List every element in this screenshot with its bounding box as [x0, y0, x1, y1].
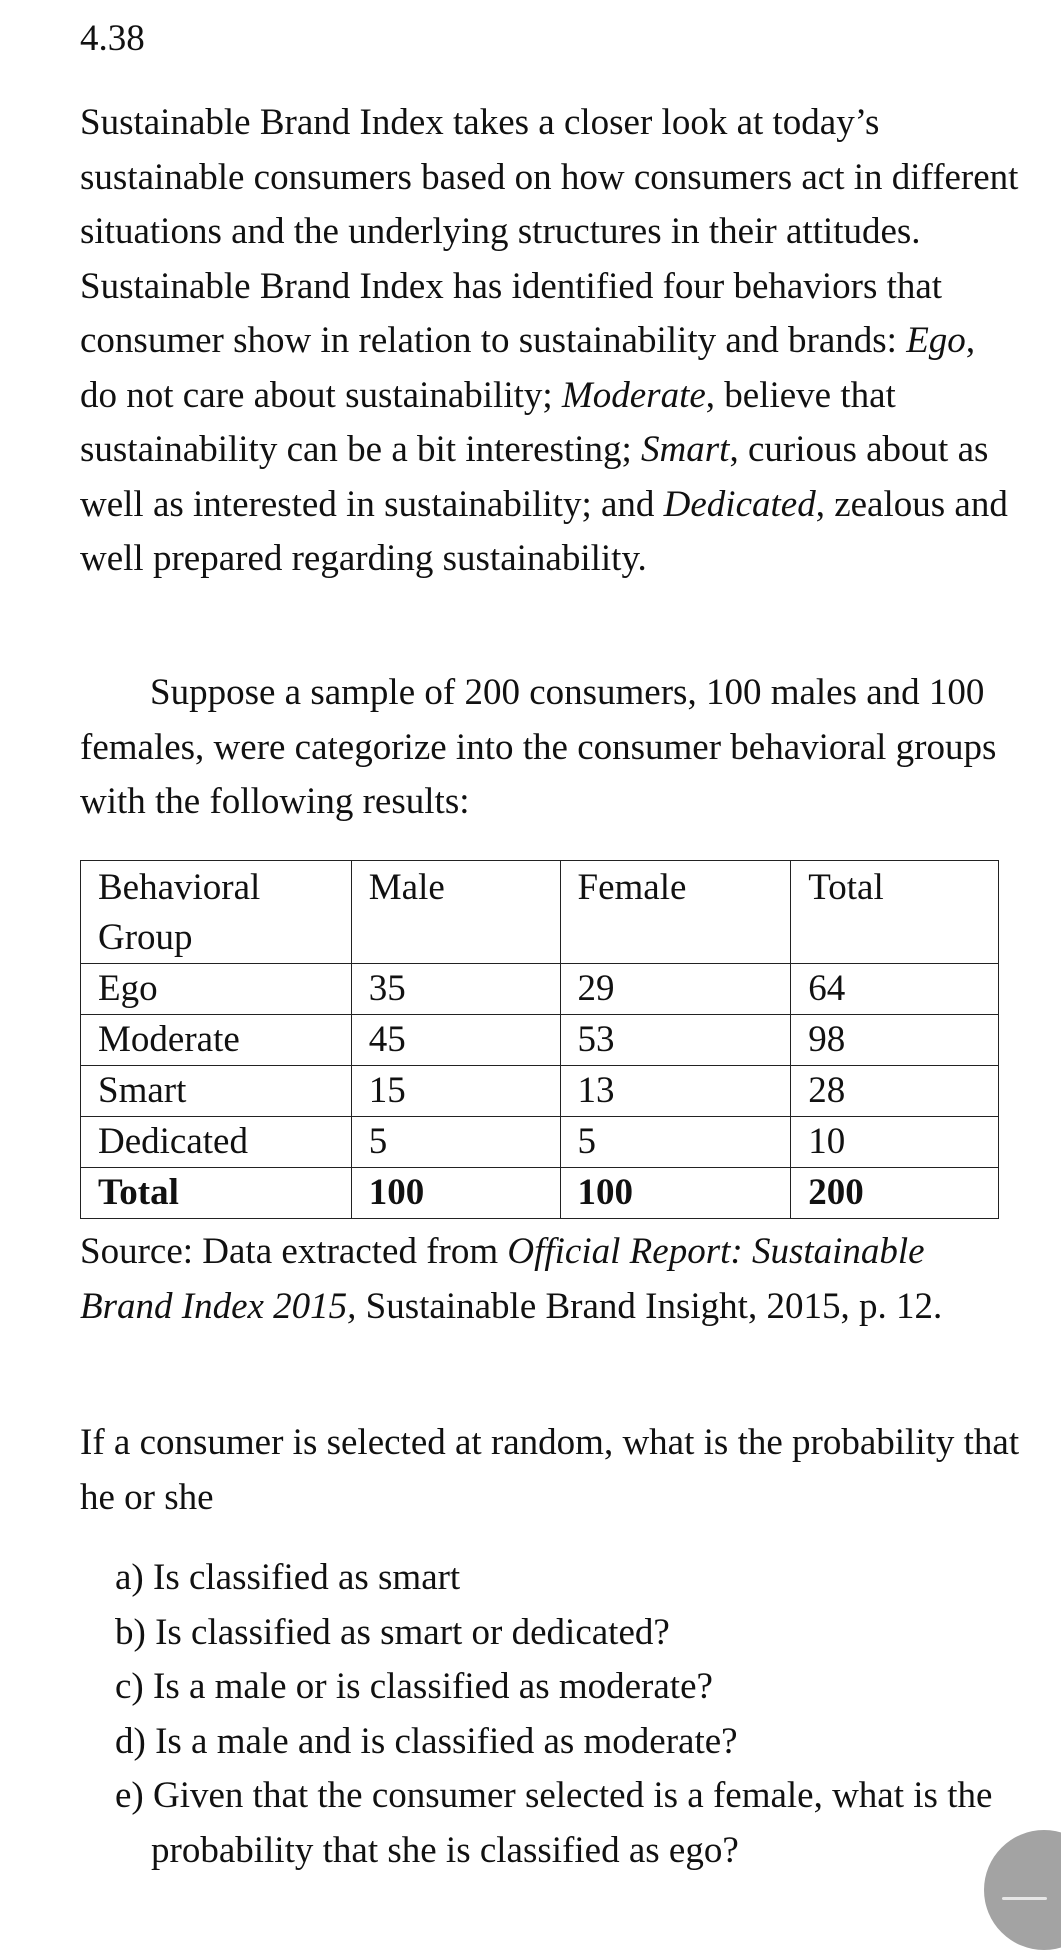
sample-description: Suppose a sample of 200 consumers, 100 males and 100 females, were categorize into the consumer behavioral groups with the following results: — [80, 672, 997, 822]
source-text-run: Source: Data extracted from — [80, 1231, 508, 1272]
problem-number: 4.38 — [80, 18, 145, 59]
source-text-run: Sustainable Brand Insight, 2015, p. 12. — [356, 1285, 943, 1327]
total-female: 100 — [560, 1168, 791, 1219]
intro-text-run: , do not care about sustainability; — [80, 320, 976, 416]
row-female-count: 5 — [560, 1117, 791, 1168]
intro-italic-run: Smart — [641, 429, 730, 470]
header-behavioral-group: Behavioral Group — [81, 861, 352, 964]
total-label: Total — [81, 1168, 352, 1219]
table-row — [81, 1117, 999, 1168]
total-male: 100 — [351, 1168, 560, 1219]
intro-text-run: , curious about as well as interested in sustainability; and — [80, 429, 989, 525]
sub-question-e: e) Given that the consumer selected is a female, what is the probability that she is classified as ego? — [115, 1775, 993, 1871]
row-group-label: Ego — [81, 964, 352, 1015]
row-female-count: 53 — [560, 1015, 791, 1066]
row-total-count: 98 — [791, 1015, 999, 1066]
intro-italic-run: Moderate — [561, 374, 706, 416]
header-total: Total — [791, 861, 999, 964]
row-total-count: 10 — [791, 1117, 999, 1168]
behavioral-group-table — [80, 860, 999, 1219]
sub-question-b: b) Is classified as smart or dedicated? — [115, 1611, 670, 1653]
total-overall: 200 — [791, 1168, 999, 1219]
source-italic-run: Official Report: Sustainable Brand Index 2015, — [80, 1231, 925, 1327]
grip-lines-icon — [1002, 1897, 1047, 1900]
row-male-count: 5 — [351, 1117, 560, 1168]
sub-question-c: c) Is a male or is classified as moderate? — [115, 1666, 713, 1707]
row-female-count: 13 — [560, 1066, 791, 1117]
row-group-label: Dedicated — [81, 1117, 352, 1168]
table-row — [81, 1066, 999, 1117]
header-female: Female — [560, 861, 791, 964]
intro-text-run: Sustainable Brand Index takes a closer look at today’s sustainable consumers based on how consumers act in different situations and the underlying structures in their attitudes. Sustainable Brand Index has identified four behaviors that consumer show in relation to sustainability and brands: — [80, 102, 1019, 361]
sub-question-list — [115, 1551, 1015, 1878]
question-stem: If a consumer is selected at random, what is the probability that he or she — [80, 1422, 1020, 1518]
table-row — [81, 964, 999, 1015]
row-male-count: 35 — [351, 964, 560, 1015]
sub-question-a: a) Is classified as smart — [115, 1557, 461, 1598]
sub-question-d: d) Is a male and is classified as moderate? — [115, 1720, 738, 1762]
row-group-label: Moderate — [81, 1015, 352, 1066]
intro-italic-run: Ego — [906, 320, 966, 361]
table-header-row — [81, 861, 999, 964]
table-total-row — [81, 1168, 999, 1219]
intro-text-run: , believe that sustainability can be a bit interesting; — [80, 374, 896, 470]
row-male-count: 15 — [351, 1066, 560, 1117]
header-male: Male — [351, 861, 560, 964]
row-female-count: 29 — [560, 964, 791, 1015]
source-citation — [80, 1225, 1020, 1334]
problem-intro — [80, 96, 1020, 587]
row-male-count: 45 — [351, 1015, 560, 1066]
row-total-count: 28 — [791, 1066, 999, 1117]
row-group-label: Smart — [81, 1066, 352, 1117]
row-total-count: 64 — [791, 964, 999, 1015]
table-row — [81, 1015, 999, 1066]
intro-italic-run: Dedicated — [663, 483, 816, 525]
intro-text-run: , zealous and well prepared regarding sustainability. — [80, 483, 1008, 579]
